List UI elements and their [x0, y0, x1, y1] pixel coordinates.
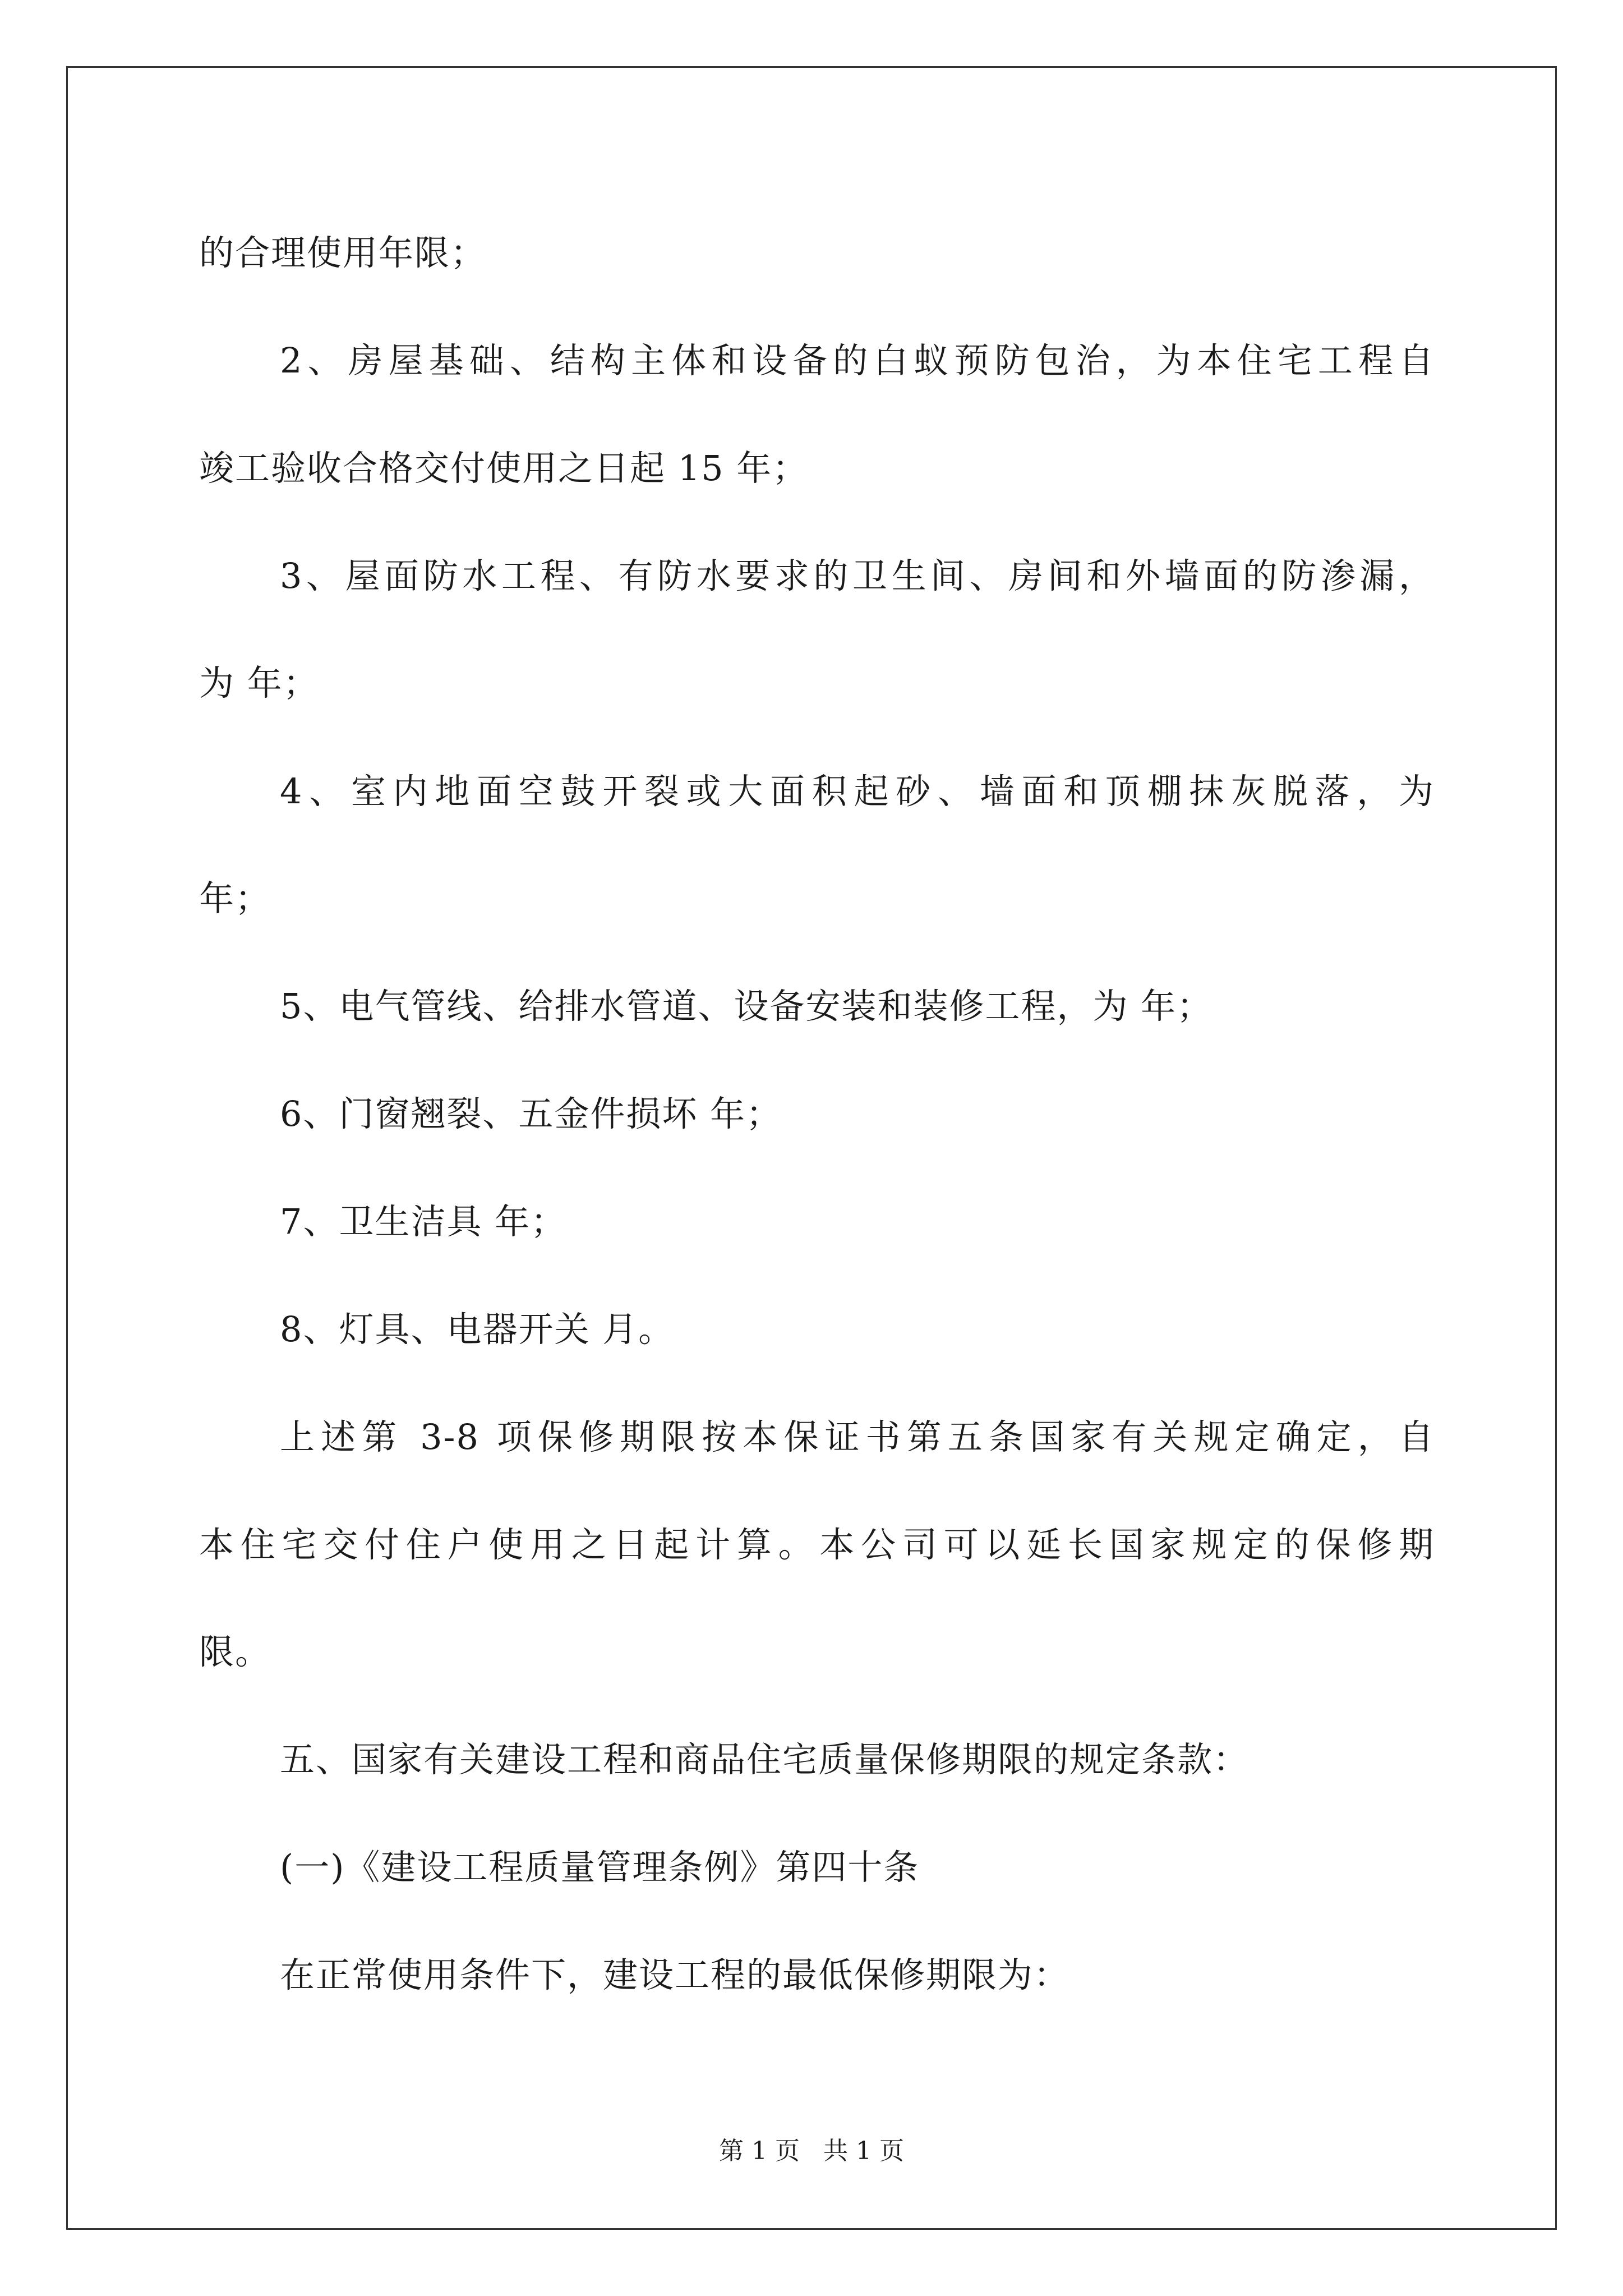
- body-line-2: 2、房屋基础、结构主体和设备的白蚁预防包治，为本住宅工程自: [280, 340, 1435, 381]
- body-line-9: 6、门窗翘裂、五金件损坏 年；: [280, 1093, 782, 1134]
- body-line-15: 五、国家有关建设工程和商品住宅质量保修期限的规定条款：: [280, 1739, 1249, 1780]
- body-line-5: 为 年；: [199, 662, 319, 703]
- body-line-12: 上述第 3-8 项保修期限按本保证书第五条国家有关规定确定，自: [280, 1416, 1435, 1457]
- body-line-14: 限。: [199, 1631, 271, 1672]
- body-line-13: 本住宅交付住户使用之日起计算。本公司可以延长国家规定的保修期: [199, 1524, 1435, 1565]
- body-line-6: 4、室内地面空鼓开裂或大面积起砂、墙面和顶棚抹灰脱落，为: [280, 771, 1435, 812]
- body-line-8: 5、电气管线、给排水管道、设备安装和装修工程，为 年；: [280, 986, 1213, 1027]
- body-line-17: 在正常使用条件下，建设工程的最低保修期限为：: [280, 1954, 1070, 1995]
- body-line-3: 竣工验收合格交付使用之日起 15 年；: [199, 448, 809, 489]
- body-line-1: 的合理使用年限；: [199, 232, 487, 273]
- page-border: [66, 66, 1557, 2230]
- body-line-10: 7、卫生洁具 年；: [280, 1201, 567, 1242]
- page-footer: 第 1 页 共 1 页: [719, 2137, 904, 2165]
- body-line-11: 8、灯具、电器开关 月。: [280, 1309, 675, 1350]
- body-line-4: 3、屋面防水工程、有防水要求的卫生间、房间和外墙面的防渗漏，: [280, 555, 1435, 596]
- body-line-7: 年；: [199, 878, 271, 919]
- body-line-16: (一)《建设工程质量管理条例》第四十条: [280, 1847, 920, 1888]
